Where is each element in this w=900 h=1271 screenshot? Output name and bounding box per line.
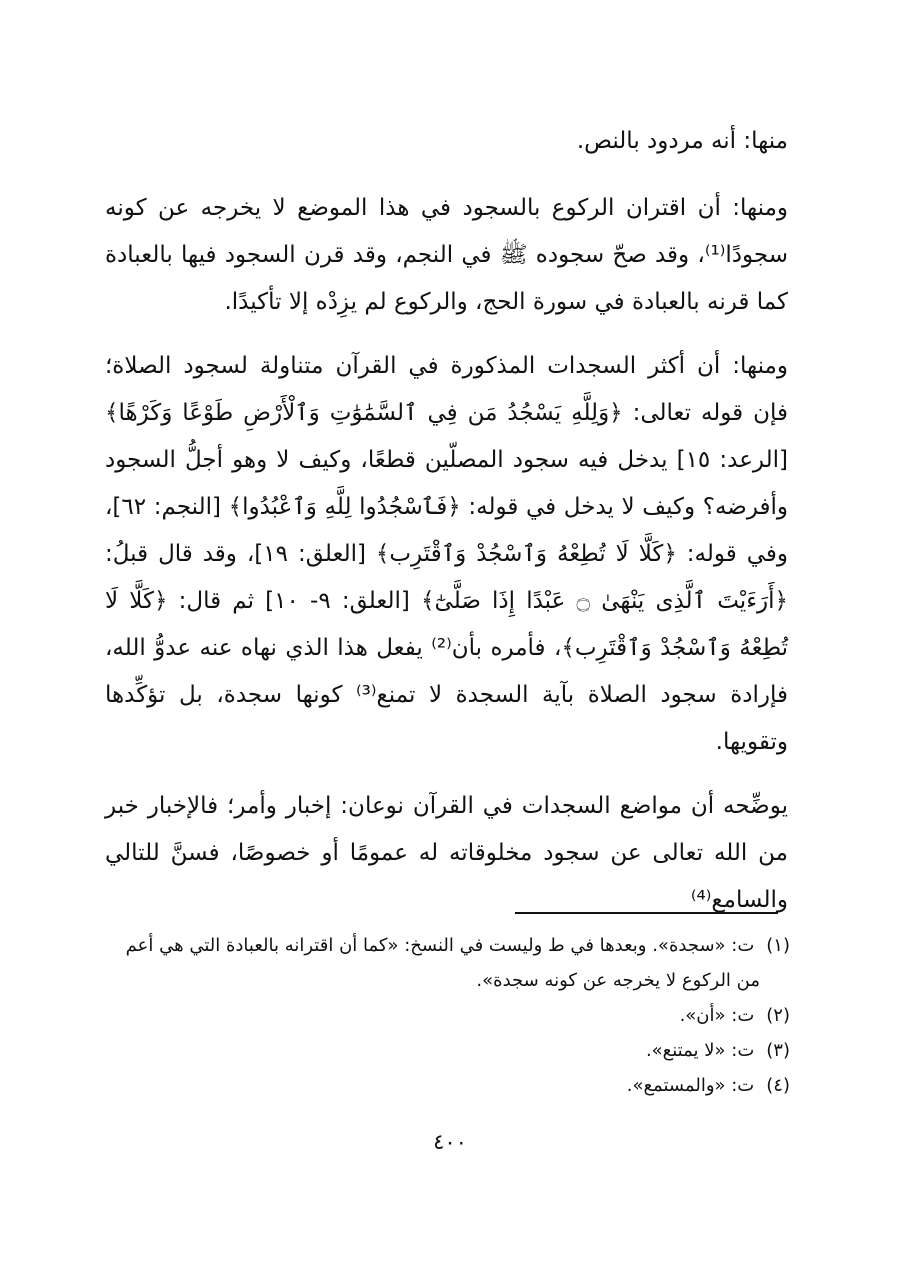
footnote-divider (515, 912, 778, 914)
paragraph-1: منها: أنه مردود بالنص. (576, 128, 788, 154)
footnote-number: (٤) (766, 1075, 790, 1096)
main-text (105, 118, 788, 941)
footnote-1 (110, 928, 790, 963)
paragraph-2: ومنها: أن اقتران الركوع بالسجود في هذا الموضع لا يخرجه عن كونه سجودًا⁽¹⁾، وقد صحّ سجوده ﷺ في النجم، وقد قرن السجود فيها بالعبادة كما قرنه بالعبادة في سورة الحج، والركوع لم يزِدْه إلا تأكيدًا. (105, 195, 788, 315)
footnote-number: (١) (766, 935, 790, 956)
footnotes (110, 928, 790, 1103)
footnote-number: (٢) (766, 1005, 790, 1026)
page-number: ٤٠٠ (433, 1130, 467, 1154)
footnote-text: ت: «لا يمتنع». (645, 1040, 755, 1061)
footnote-text: ت: «والمستمع». (626, 1075, 755, 1096)
footnote-number: (٣) (766, 1040, 790, 1061)
footnote-2 (110, 998, 790, 1033)
footnote-3 (110, 1033, 790, 1068)
footnote-1-continuation: من الركوع لا يخرجه عن كونه سجدة». (476, 970, 760, 991)
footnote-4 (110, 1068, 790, 1103)
footnote-text: ت: «سجدة». وبعدها في ط وليست في النسخ: «كما أن اقترانه بالعبادة التي هي أعم (125, 935, 755, 956)
paragraph-3: ومنها: أن أكثر السجدات المذكورة في القرآن متناولة لسجود الصلاة؛ فإن قوله تعالى: ﴿وَلِلَّهِ يَسْجُدُ مَن فِي ٱلسَّمَٰوَٰتِ وَٱلْأَرْضِ طَوْعًا وَكَرْهًا﴾ [الرعد: ١٥] يدخل فيه سجود المصلّين قطعًا، وكيف لا وهو أجلُّ السجود وأفرضه؟ وكيف لا يدخل في قوله: ﴿فَٱسْجُدُوا لِلَّهِ وَٱعْبُدُوا﴾ [النجم: ٦٢]، وفي قوله: ﴿كَلَّا لَا تُطِعْهُ وَٱسْجُدْ وَٱقْتَرِب﴾ [العلق: ١٩]، وقد قال قبلُ: ﴿أَرَءَيْتَ ٱلَّذِى يَنْهَىٰ ۝ عَبْدًا إِذَا صَلَّىٰٓ﴾ [العلق: ٩- ١٠] ثم قال: ﴿كَلَّا لَا تُطِعْهُ وَٱسْجُدْ وَٱقْتَرِب﴾، فأمره بأن⁽²⁾ يفعل هذا الذي نهاه عنه عدوُّ الله، فإرادة سجود الصلاة بآية السجدة لا تمنع⁽³⁾ كونها سجدة، بل تؤكِّدها وتقويها. (105, 353, 789, 755)
footnote-text: ت: «أن». (679, 1005, 755, 1026)
paragraph-4: يوضِّحه أن مواضع السجدات في القرآن نوعان: إخبار وأمر؛ فالإخبار خبر من الله تعالى عن سجود مخلوقاته له عمومًا أو خصوصًا، فسنَّ للتالي والسامع⁽⁴⁾ (105, 793, 788, 913)
